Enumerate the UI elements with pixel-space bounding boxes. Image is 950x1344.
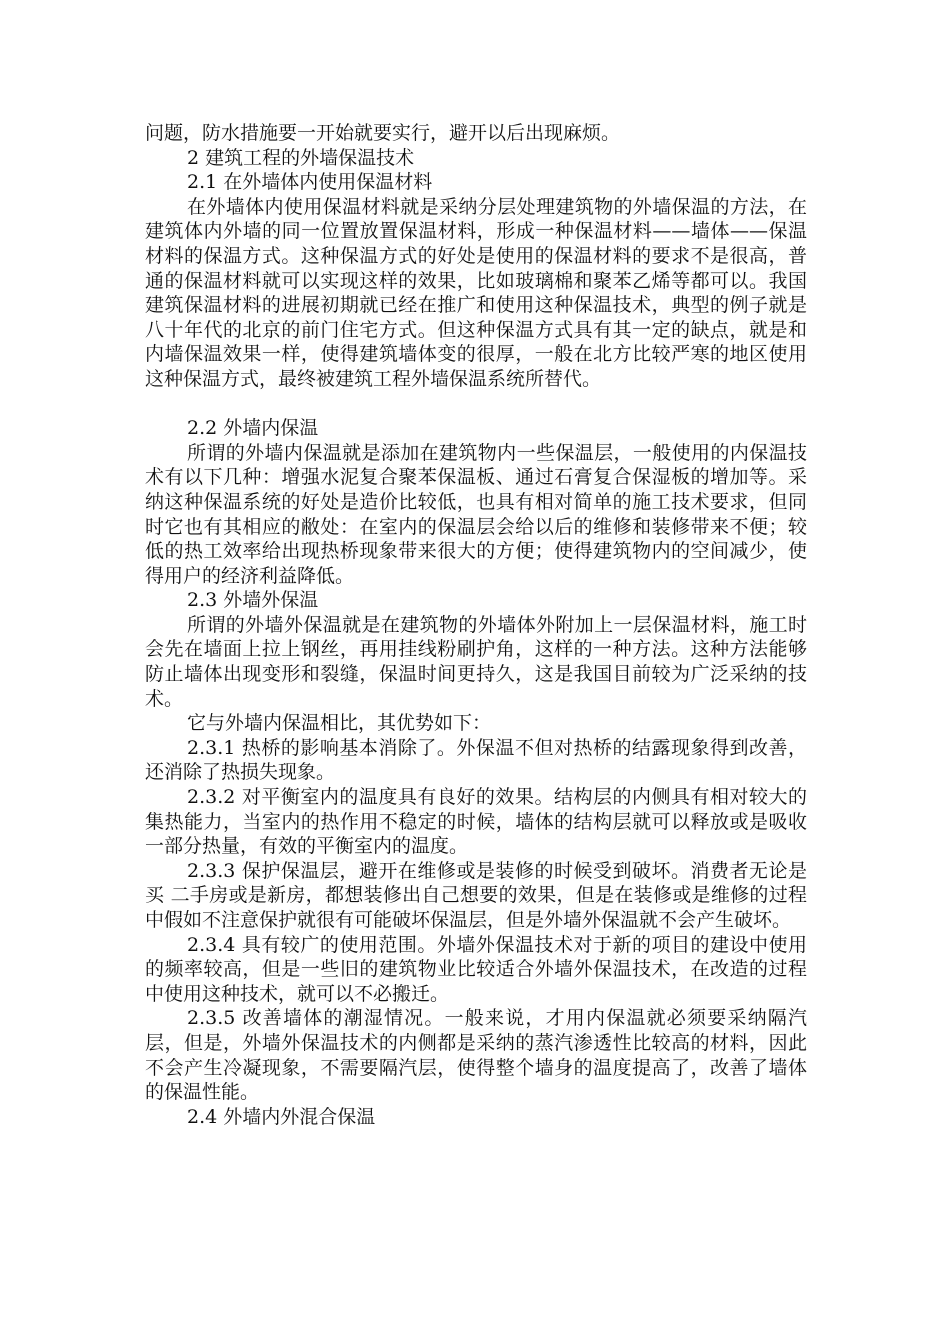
blank-line (145, 392, 807, 417)
document-page (145, 121, 807, 1129)
section-2-3-2-item: 2.3.2 对平衡室内的温度具有良好的效果。结构层的内侧具有相对较大的集热能力，当室内的热作用不稳定的时候，墙体的结构层就可以释放或是吸收一部分热量，有效的平衡室内的温度。 (145, 786, 807, 858)
section-2-3-4-item: 2.3.4 具有较广的使用范围。外墙外保温技术对于新的项目的建设中使用的频率较高，但是一些旧的建筑物业比较适合外墙外保温技术，在改造的过程中使用这种技术，就可以不必搬迁。 (145, 933, 807, 1005)
section-2-1-title: 2.1 在外墙体内使用保温材料 (187, 171, 433, 194)
section-2-3-title: 2.3 外墙外保温 (187, 589, 319, 612)
section-2-3-1-item: 2.3.1 热桥的影响基本消除了。外保温不但对热桥的结露现象得到改善，还消除了热损失现象。 (145, 736, 807, 784)
section-2-3-5-item: 2.3.5 改善墙体的潮湿情况。一般来说，才用内保温就必须要采纳隔汽层，但是，外墙外保温技术的内侧都是采纳的蒸汽渗透性比较高的材料，因此不会产生冷凝现象，不需要隔汽层，使得整个墙身的温度提高了，改善了墙体的保温性能。 (145, 1007, 807, 1104)
section-2-title: 2 建筑工程的外墙保温技术 (187, 146, 415, 169)
section-2-3-3-item: 2.3.3 保护保温层，避开在维修或是装修的时候受到破坏。消费者无论是买 二手房或是新房，都想装修出自己想要的效果，但是在装修或是维修的过程中假如不注意保护就很有可能破坏保温层，但是外墙外保温就不会产生破坏。 (145, 859, 807, 931)
section-2-3-compare: 它与外墙内保温相比，其优势如下： (187, 712, 492, 735)
section-2-3-body: 所谓的外墙外保温就是在建筑物的外墙体外附加上一层保温材料，施工时会先在墙面上拉上钢丝，再用挂线粉刷护角，这样的一种方法。这种方法能够防止墙体出现变形和裂缝，保温时间更持久，这是我国目前较为广泛采纳的技术。 (145, 613, 807, 710)
section-2-1-body: 在外墙体内使用保温材料就是采纳分层处理建筑物的外墙保温的方法，在建筑体内外墙的同一位置放置保温材料，形成一种保温材料——墙体——保温材料的保温方式。这种保温方式的好处是使用的保温材料的要求不是很高，普通的保温材料就可以实现这样的效果，比如玻璃棉和聚苯乙烯等都可以。我国建筑保温材料的进展初期就已经在推广和使用这种保温技术，典型的例子就是八十年代的北京的前门住宅方式。但这种保温方式具有其一定的缺点，就是和内墙保温效果一样，使得建筑墙体变的很厚，一般在北方比较严寒的地区使用这种保温方式，最终被建筑工程外墙保温系统所替代。 (145, 195, 807, 390)
section-2-2-title: 2.2 外墙内保温 (187, 417, 319, 440)
section-2-4-title: 2.4 外墙内外混合保温 (187, 1105, 376, 1128)
section-2-2-body: 所谓的外墙内保温就是添加在建筑物内一些保温层，一般使用的内保温技术有以下几种：增强水泥复合聚苯保温板、通过石膏复合保湿板的增加等。采纳这种保温系统的好处是造价比较低，也具有相对简单的施工技术要求，但同时它也有其相应的敝处：在室内的保温层会给以后的维修和装修带来不便；较低的热工效率给出现热桥现象带来很大的方便；使得建筑物内的空间减少，使得用户的经济利益降低。 (145, 441, 807, 587)
intro-paragraph-tail: 问题，防水措施要一开始就要实行，避开以后出现麻烦。 (145, 122, 621, 144)
